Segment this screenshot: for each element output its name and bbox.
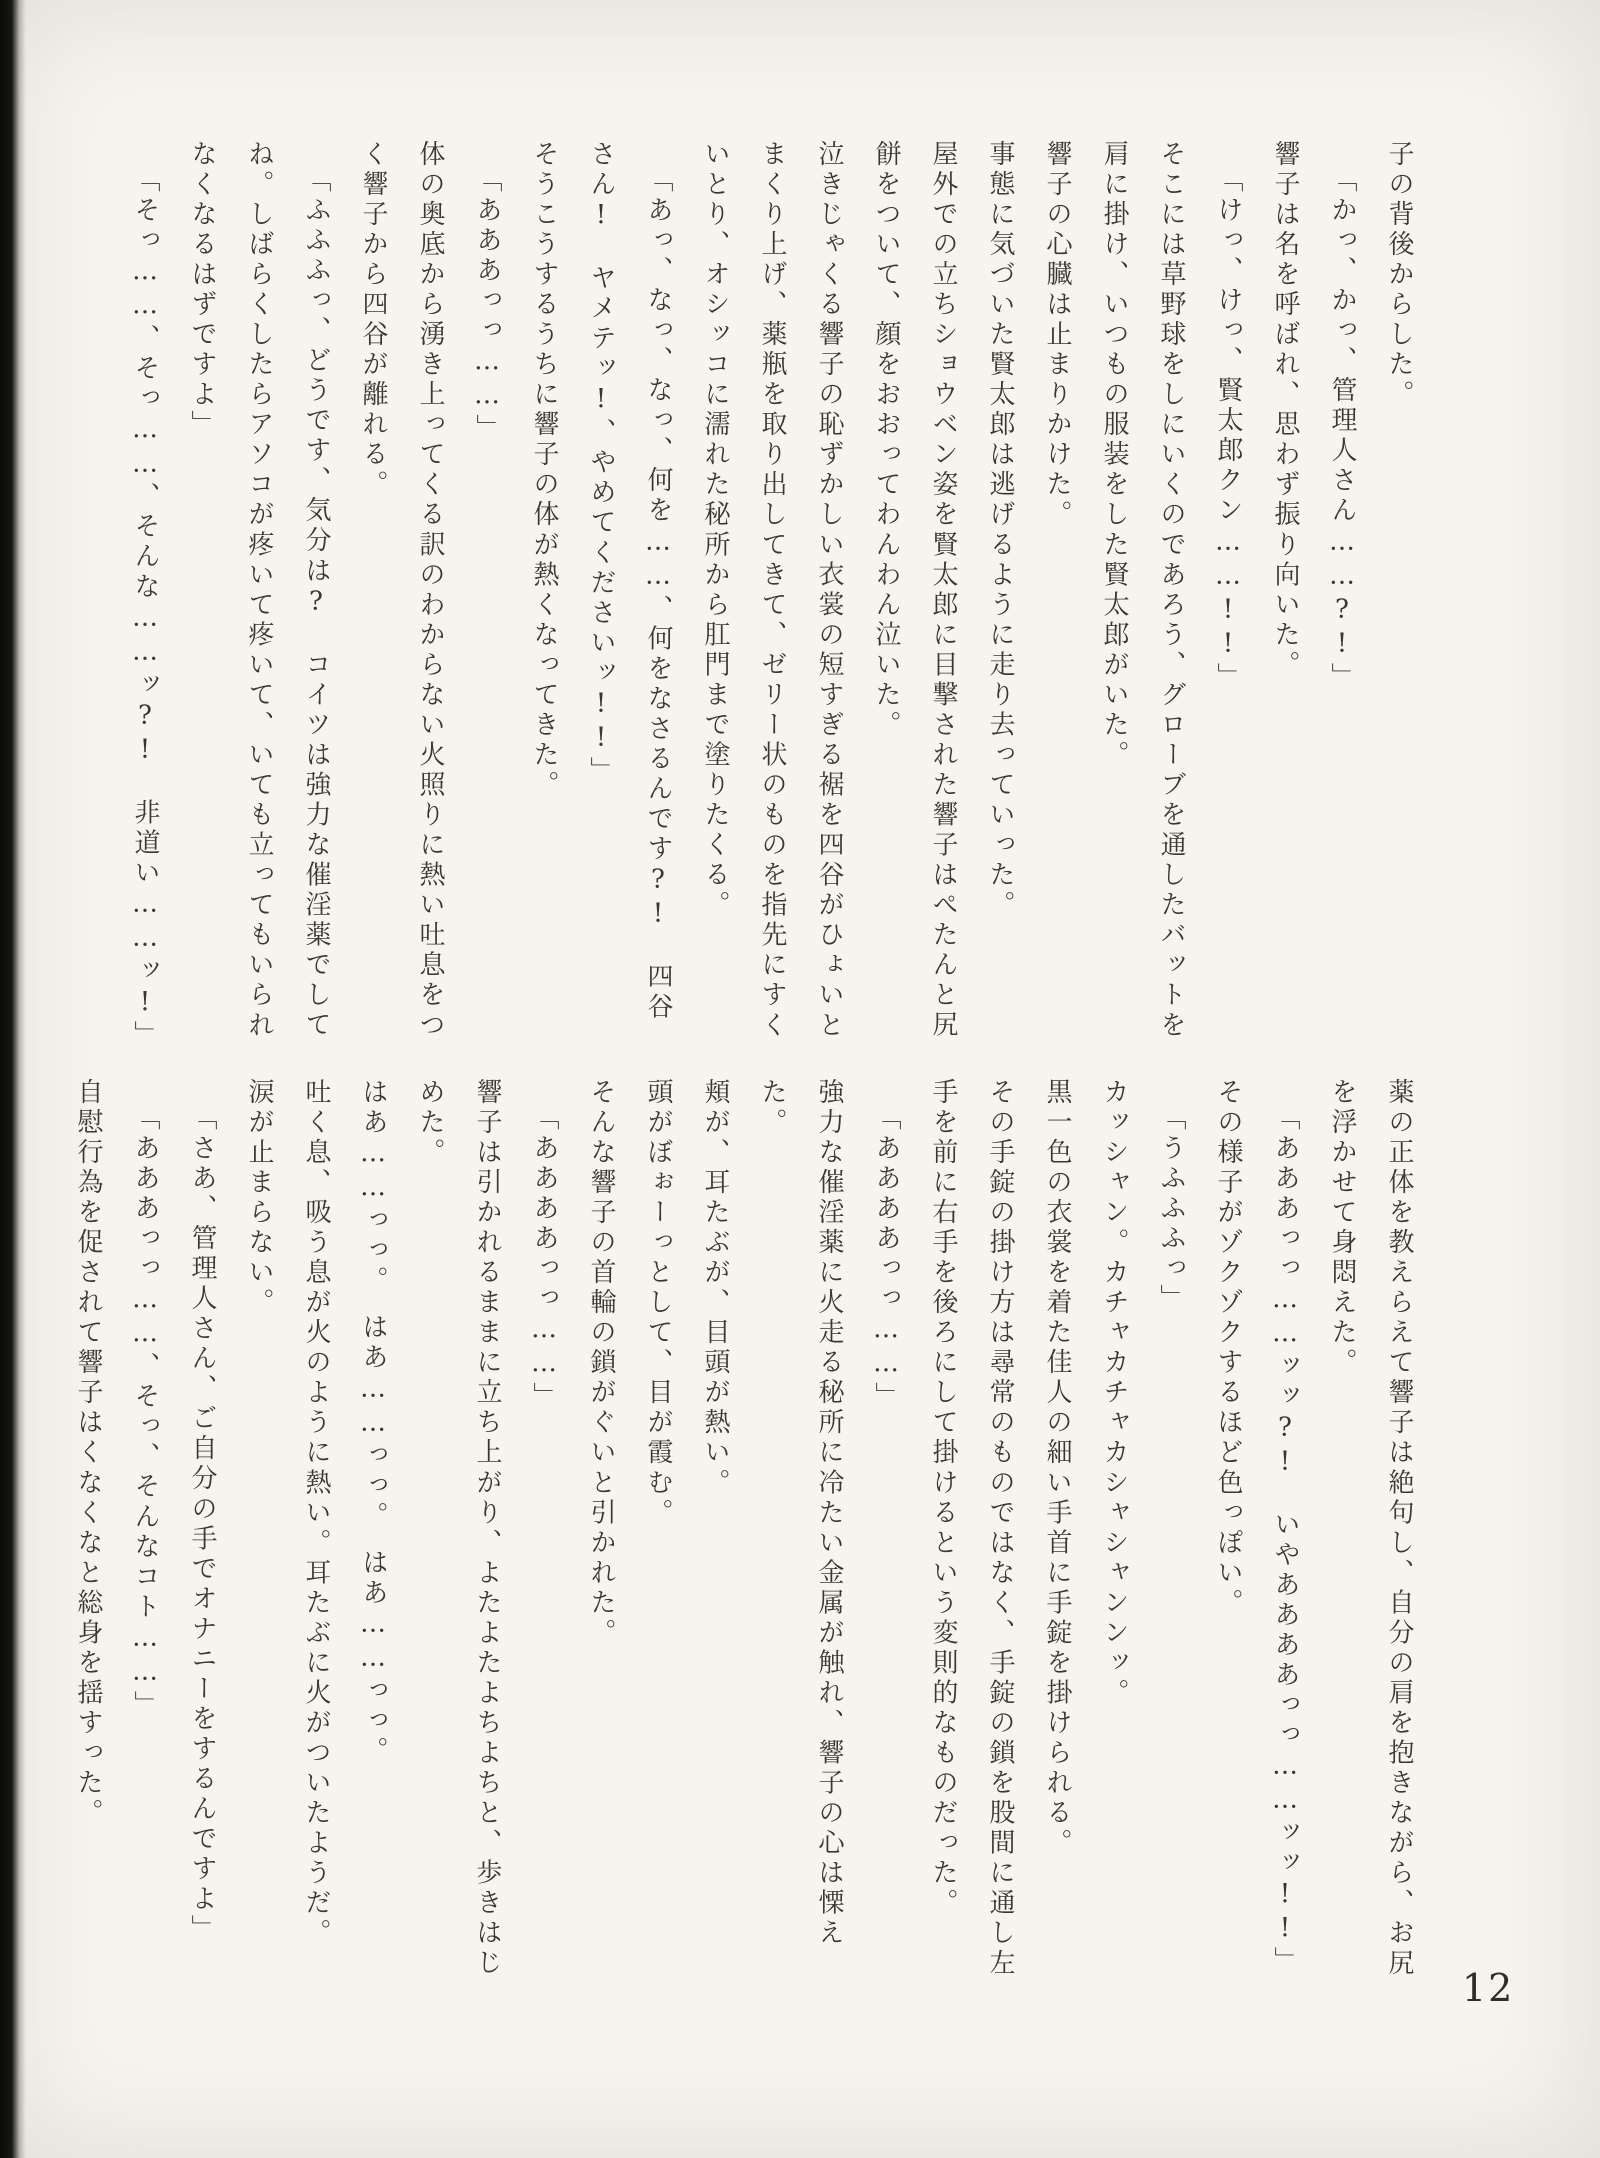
- text-column-paragraph: 響子は引かれるままに立ち上がり、よたよたよちよちと、歩きはじめた。: [415, 1078, 502, 1979]
- text-column-paragraph: 響子の心臓は止まりかけた。: [1042, 140, 1072, 531]
- text-column-paragraph: 屋外での立ちショウベン姿を賢太郎に目撃された響子はぺたんと尻餅をついて、顔をおおってわんわん泣いた。: [871, 140, 958, 1041]
- page-number: 12: [1462, 1966, 1515, 2010]
- text-column-paragraph: 「うふふふっ」: [1156, 1104, 1186, 1315]
- text-column-paragraph: 「あああっっ……」: [472, 166, 502, 445]
- text-column-paragraph: カッシャン。カチャカチャカシャシャンンッ。: [1099, 1078, 1129, 1709]
- text-column-paragraph: 頭がぼぉーっとして、目が霞む。: [643, 1078, 673, 1529]
- text-column-paragraph: 泣きじゃくる響子の恥ずかしい衣裳の短すぎる裾を四谷がひょいとまくり上げ、薬瓶を取り出してきて、ゼリー状のものを指先にすくいとり、オシッコに濡れた秘所から肛門まで塗りたくる。: [700, 140, 844, 1041]
- text-column-paragraph: 響子は名を呼ばれ、思わず振り向いた。: [1270, 140, 1300, 681]
- text-column-paragraph: 「あああっっ……、そっ、そんなコト……」: [130, 1104, 160, 1721]
- text-column-paragraph: はあ……っっ。 はあ……っっ。 はあ……っっ。: [358, 1078, 388, 1767]
- text-column-paragraph: 「けっ、けっ、賢太郎クン……!!」: [1213, 166, 1243, 693]
- binding-shadow-edge: [0, 0, 26, 2158]
- text-column-paragraph: 強力な催淫薬に火走る秘所に冷たい金属が触れ、響子の心は慄えた。: [757, 1078, 844, 1949]
- text-column-paragraph: 頬が、耳たぶが、目頭が熱い。: [700, 1078, 730, 1499]
- text-column-paragraph: その手錠の掛け方は尋常のものではなく、手錠の鎖を股間に通し左手を前に右手を後ろにして掛けるという変則的なものだった。: [928, 1078, 1015, 1979]
- top-text-block: [92, 140, 1427, 1052]
- text-column-paragraph: 吐く息、吸う息が火のように熱い。耳たぶに火がついたようだ。: [301, 1078, 331, 1949]
- text-column-paragraph: 「ああああっっ……」: [871, 1104, 901, 1413]
- text-column-paragraph: 「かっ、かっ、管理人さん……?!」: [1327, 166, 1357, 693]
- bottom-text-block: [42, 1078, 1427, 1993]
- text-column-paragraph: そうこうするうちに響子の体が熱くなってきた。: [529, 140, 559, 801]
- text-column-paragraph: そんな響子の首輪の鎖がぐいと引かれた。: [586, 1078, 616, 1649]
- text-column-paragraph: 「あああっっ……ッッ?! いやああああっっ……ッッ!!」: [1270, 1104, 1300, 1977]
- text-column-paragraph: 「あっ、なっ、なっ、何を……、何をなさるんです?! 四谷さん! ヤメテッ!、やめてくださいッ!!」: [586, 140, 673, 1023]
- text-column-paragraph: 体の奥底から湧き上ってくる訳のわからない火照りに熱い吐息をつく響子から四谷が離れる。: [358, 140, 445, 1041]
- text-column-paragraph: 薬の正体を教えらえて響子は絶句し、自分の肩を抱きながら、お尻を浮かせて身悶えた。: [1327, 1078, 1414, 1979]
- text-column-paragraph: 子の背後からした。: [1384, 140, 1414, 411]
- text-column-paragraph: 「ああああっっ……」: [529, 1104, 559, 1413]
- text-column-paragraph: 涙が止まらない。: [244, 1078, 274, 1319]
- text-column-paragraph: その様子がゾクゾクするほど色っぽい。: [1213, 1078, 1243, 1619]
- text-column-paragraph: 「ふふふっ、どうです、気分は? コイツは強力な催淫薬でしてね。しばらくしたらアソコが疼いて疼いて、いても立ってもいられなくなるはずですよ」: [187, 140, 331, 1041]
- text-column-paragraph: 自慰行為を促されて響子はくなくなと総身を揺すった。: [73, 1078, 103, 1829]
- text-column-paragraph: 「さあ、管理人さん、ご自分の手でオナニーをするんですよ」: [187, 1104, 217, 1945]
- text-column-paragraph: 「そっ……、そっ……、そんな……ッ?! 非道い……ッ!」: [130, 166, 160, 1051]
- text-column-paragraph: 事態に気づいた賢太郎は逃げるように走り去っていった。: [985, 140, 1015, 921]
- text-column-paragraph: 黒一色の衣裳を着た佳人の細い手首に手錠を掛けられる。: [1042, 1078, 1072, 1859]
- text-column-paragraph: そこには草野球をしにいくのであろう、グローブを通したバットを肩に掛け、いつもの服装をした賢太郎がいた。: [1099, 140, 1186, 1041]
